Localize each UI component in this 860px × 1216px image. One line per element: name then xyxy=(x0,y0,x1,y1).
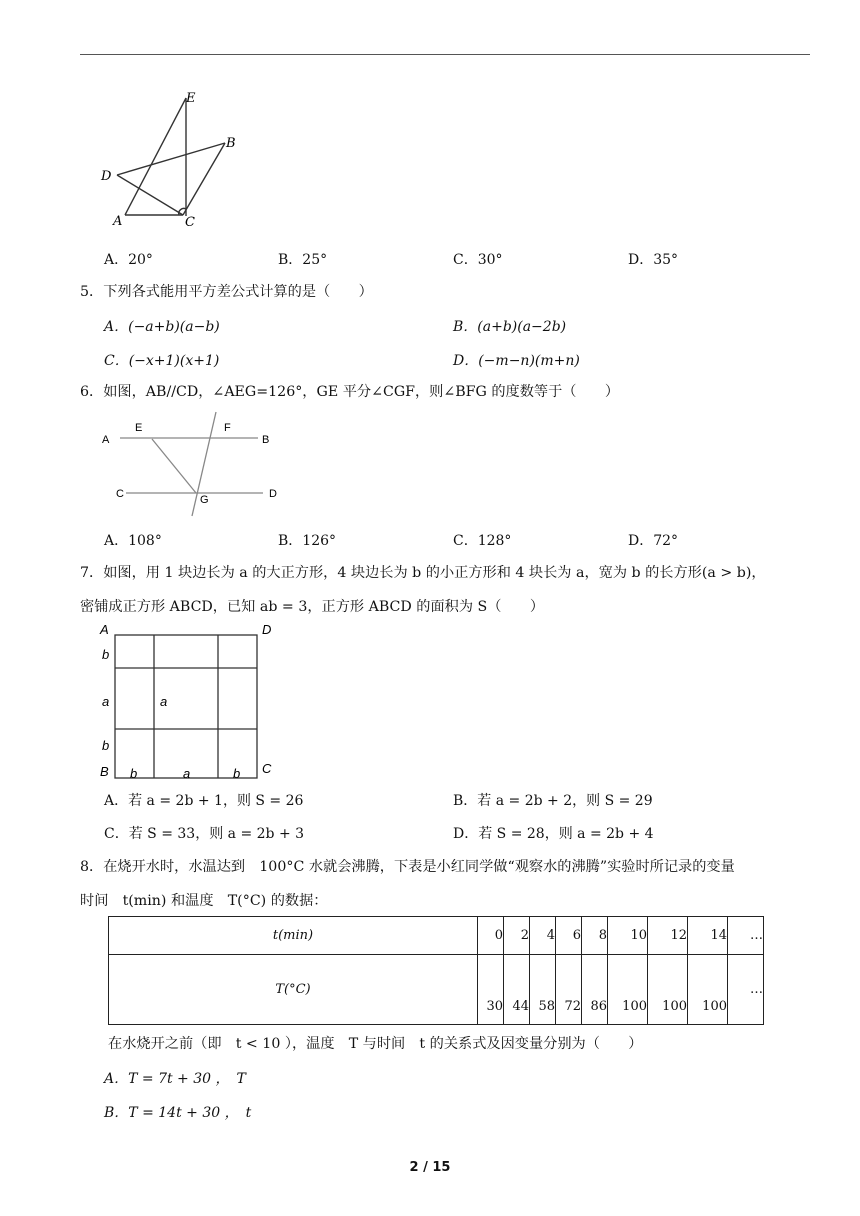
q6-option-a[interactable]: A．108° xyxy=(104,533,162,549)
q4-option-a[interactable]: A．20° xyxy=(104,252,153,268)
table-cell: … xyxy=(728,955,764,1025)
q4-label-d: D xyxy=(101,169,112,184)
q6-label-f: F xyxy=(224,422,231,434)
table-cell: 2 xyxy=(504,917,530,955)
q6-label-d: D xyxy=(269,488,277,500)
table-cell: 30 xyxy=(478,955,504,1025)
q6-label-b: B xyxy=(262,434,270,446)
q7-option-b[interactable]: B．若 a = 2b + 2，则 S = 29 xyxy=(453,793,653,809)
q4-option-c[interactable]: C．30° xyxy=(453,252,503,268)
q6-label-a: A xyxy=(102,434,110,446)
table-header-temperature: T(°C) xyxy=(109,955,478,1025)
page-number: 2 / 15 xyxy=(409,1160,451,1175)
q4-label-c: C xyxy=(185,215,195,230)
q5-option-a[interactable]: A．(−a+b)(a−b) xyxy=(104,319,220,335)
q7-option-d[interactable]: D．若 S = 28，则 a = 2b + 4 xyxy=(453,826,654,842)
q7-side-b-bottom: b xyxy=(102,738,110,753)
q7-option-a[interactable]: A．若 a = 2b + 1，则 S = 26 xyxy=(104,793,304,809)
q6-option-c[interactable]: C．128° xyxy=(453,533,512,549)
q7-side-b-top: b xyxy=(102,647,110,662)
q7-option-c[interactable]: C．若 S = 33，则 a = 2b + 3 xyxy=(104,826,305,842)
q6-figure xyxy=(98,410,288,520)
table-cell: 58 xyxy=(530,955,556,1025)
q6-label-c: C xyxy=(116,488,124,500)
q8-stem-line2: 时间 t(min) 和温度 T(°C) 的数据： xyxy=(80,893,328,909)
q5-stem: 5．下列各式能用平方差公式计算的是（ ） xyxy=(80,284,373,300)
table-cell: 4 xyxy=(530,917,556,955)
table-cell: 100 xyxy=(688,955,728,1025)
q8-stem-line1: 8．在烧开水时，水温达到 100°C 水就会沸腾，下表是小红同学做“观察水的沸腾”实验时所记录的变量 xyxy=(80,859,735,875)
q4-figure xyxy=(95,85,245,233)
table-cell: 10 xyxy=(608,917,648,955)
q6-option-b[interactable]: B．126° xyxy=(278,533,337,549)
table-cell: 44 xyxy=(504,955,530,1025)
table-cell: 72 xyxy=(556,955,582,1025)
q7-center-a: a xyxy=(160,694,168,709)
q4-label-a: A xyxy=(113,214,123,229)
q5-option-b[interactable]: B．(a+b)(a−2b) xyxy=(453,319,567,335)
q5-option-d[interactable]: D．(−m−n)(m+n) xyxy=(453,353,580,369)
q8-option-b[interactable]: B．T = 14t + 30 ， t xyxy=(104,1105,252,1121)
q8-option-a[interactable]: A．T = 7t + 30 ， T xyxy=(104,1071,246,1087)
q8-question: 在水烧开之前（即 t < 10 ），温度 T 与时间 t 的关系式及因变量分别为（ ） xyxy=(108,1036,643,1052)
q7-stem-line1: 7．如图，用 1 块边长为 a 的大正方形，4 块边长为 b 的小正方形和 4 块长为 a，宽为 b 的长方形(a > b)， xyxy=(80,565,766,581)
q7-bottom-b-right: b xyxy=(233,766,241,781)
q7-label-a-vertex: A xyxy=(100,622,109,637)
table-cell: 14 xyxy=(688,917,728,955)
q8-data-table xyxy=(108,916,764,1025)
q7-label-d-vertex: D xyxy=(262,622,272,637)
table-row xyxy=(109,917,764,955)
table-cell: 12 xyxy=(648,917,688,955)
table-cell: 0 xyxy=(478,917,504,955)
q7-label-c-vertex: C xyxy=(262,761,272,776)
q4-label-b: B xyxy=(226,136,236,151)
q6-label-g: G xyxy=(200,494,209,506)
table-header-time: t(min) xyxy=(109,917,478,955)
q7-stem-line2: 密铺成正方形 ABCD，已知 ab = 3，正方形 ABCD 的面积为 S（ ） xyxy=(80,599,545,615)
q7-side-a-left: a xyxy=(102,694,110,709)
q6-label-e: E xyxy=(135,422,143,434)
header-rule xyxy=(80,54,810,55)
q4-label-e: E xyxy=(186,91,196,106)
q7-label-b-vertex: B xyxy=(100,764,109,779)
q6-option-d[interactable]: D．72° xyxy=(628,533,679,549)
q7-figure xyxy=(96,620,286,785)
table-cell: 100 xyxy=(608,955,648,1025)
q4-option-d[interactable]: D．35° xyxy=(628,252,679,268)
table-cell: 6 xyxy=(556,917,582,955)
q4-option-b[interactable]: B．25° xyxy=(278,252,328,268)
table-cell: 100 xyxy=(648,955,688,1025)
q7-bottom-b-left: b xyxy=(130,766,138,781)
table-cell: 8 xyxy=(582,917,608,955)
q6-stem: 6．如图，AB//CD，∠AEG=126°，GE 平分∠CGF，则∠BFG 的度数等于（ ） xyxy=(80,384,620,400)
q5-option-c[interactable]: C．(−x+1)(x+1) xyxy=(104,353,220,369)
table-cell: … xyxy=(728,917,764,955)
table-row xyxy=(109,955,764,1025)
q7-bottom-a: a xyxy=(183,766,191,781)
table-cell: 86 xyxy=(582,955,608,1025)
